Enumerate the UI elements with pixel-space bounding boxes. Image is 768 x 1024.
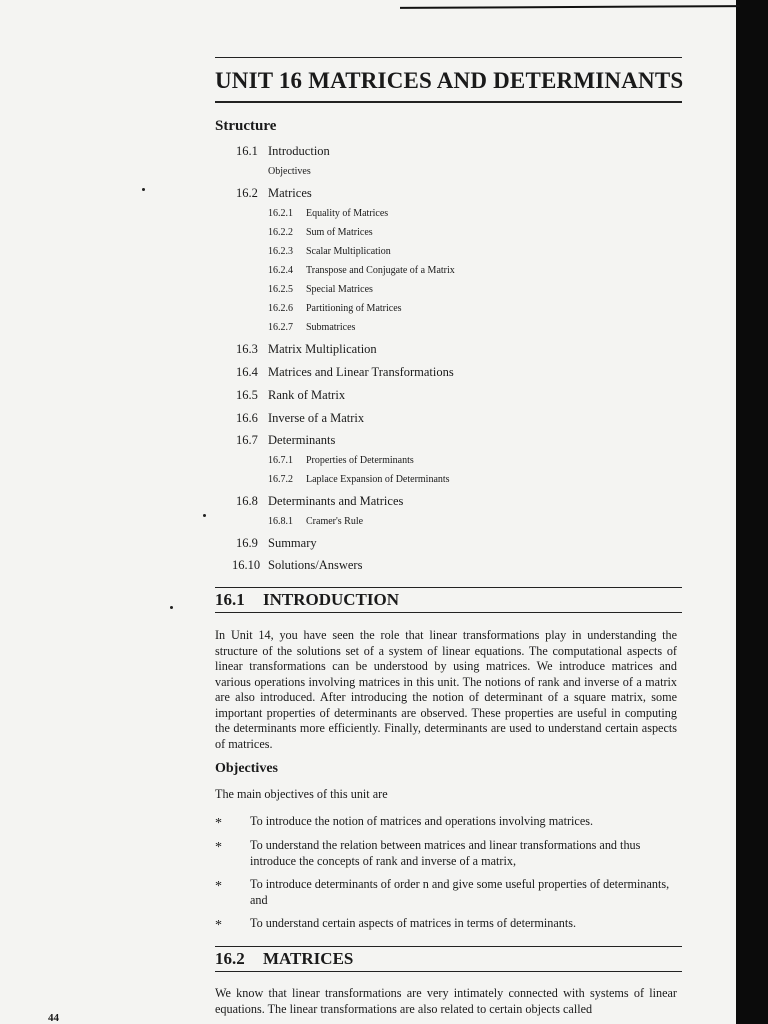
bullet-star: * [215, 879, 222, 894]
bullet-star: * [215, 816, 222, 831]
toc-item: 16.2 Matrices [236, 186, 312, 200]
objectives-intro: The main objectives of this unit are [215, 787, 388, 801]
bullet-star: * [215, 918, 222, 933]
section-heading-introduction: 16.1 INTRODUCTION [215, 590, 400, 609]
toc-item: 16.2.1 Equality of Matrices [268, 208, 389, 219]
toc-item: 16.5 Rank of Matrix [236, 388, 346, 402]
toc-item: 16.7 Determinants [236, 433, 336, 447]
bullet-star: * [215, 840, 222, 855]
title-bottom-rule [215, 101, 682, 103]
objectives-heading: Objectives [215, 761, 278, 776]
structure-heading: Structure [215, 118, 277, 134]
section-rule [215, 587, 682, 588]
section-rule [215, 612, 682, 613]
intro-paragraph: In Unit 14, you have seen the role that linear transformations play in understanding the structure of the solutions set of a system of linear equations. The computational aspects of linear transformations can be understood by using matrices. We introduce matrices and various operations involving matrices in this unit. The notions of rank and inverse of a matrix are also introduced. After introducing the notion of determinant of a square matrix, some important properties of determinants are observed. These properties are useful in computing the determinants more efficiently. Finally, determinants are used to understand certain aspects of matrices. [215, 628, 677, 751]
unit-title: UNIT 16 MATRICES AND DETERMINANTS [215, 68, 684, 93]
title-top-rule [215, 57, 682, 58]
toc-item: 16.2.5 Special Matrices [268, 284, 373, 295]
page-number: 44 [48, 1012, 59, 1024]
toc-item: 16.2.7 Submatrices [268, 322, 356, 333]
toc-item: 16.9 Summary [236, 536, 317, 550]
scan-speck [170, 606, 173, 609]
toc-item: Objectives [268, 166, 311, 177]
toc-item: 16.2.3 Scalar Multiplication [268, 246, 391, 257]
matrices-paragraph: We know that linear transformations are very intimately connected with systems of linear equations. The linear transformations are also related to certain objects called [215, 986, 677, 1016]
scan-edge-shadow [736, 0, 768, 1024]
scan-speck [203, 514, 206, 517]
toc-item: 16.8.1 Cramer's Rule [268, 516, 364, 527]
toc-item: 16.4 Matrices and Linear Transformations [236, 365, 454, 379]
section-rule [215, 946, 682, 947]
scan-speck [142, 188, 145, 191]
section-rule [215, 971, 682, 972]
toc-item: 16.3 Matrix Multiplication [236, 342, 377, 356]
toc-item: 16.7.2 Laplace Expansion of Determinants [268, 474, 450, 485]
toc-item: 16.6 Inverse of a Matrix [236, 411, 365, 425]
toc-item: 16.10 Solutions/Answers [232, 558, 363, 572]
toc-item: 16.2.4 Transpose and Conjugate of a Matrix [268, 265, 455, 276]
scan-top-line [400, 5, 740, 9]
toc-item: 16.7.1 Properties of Determinants [268, 455, 414, 466]
toc-item: 16.2.2 Sum of Matrices [268, 227, 373, 238]
toc-item: 16.8 Determinants and Matrices [236, 494, 404, 508]
section-heading-matrices: 16.2 MATRICES [215, 949, 354, 968]
toc-item: 16.2.6 Partitioning of Matrices [268, 303, 402, 314]
toc-item: 16.1 Introduction [236, 144, 330, 158]
